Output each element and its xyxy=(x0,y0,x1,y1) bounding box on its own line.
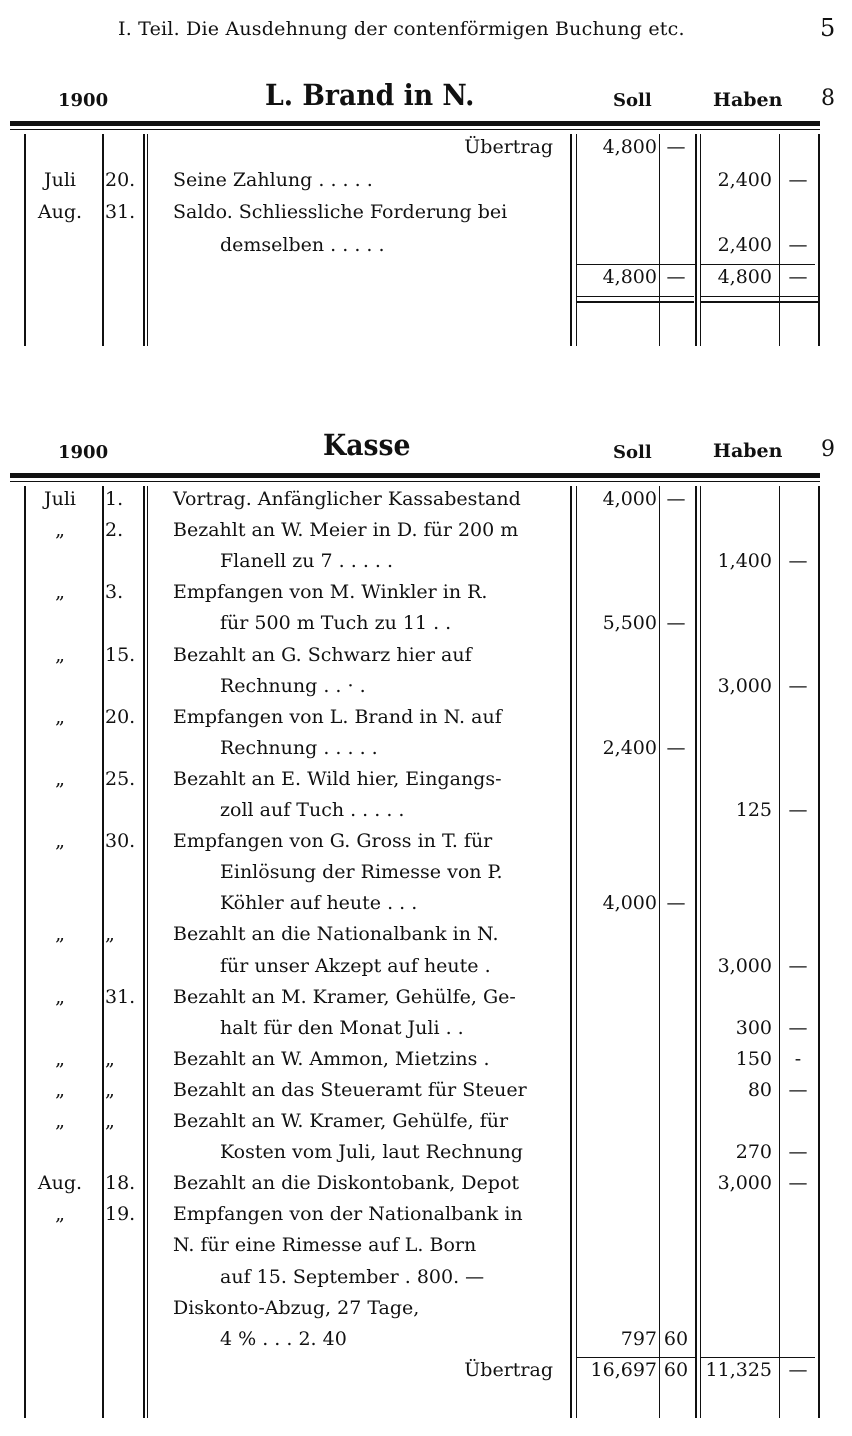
row-description: Bezahlt an G. Schwarz hier auf xyxy=(173,643,472,666)
row-haben-cents: — xyxy=(788,233,808,256)
row-haben-amount: 2,400 xyxy=(717,233,772,256)
row-day: 20. xyxy=(105,705,136,728)
soll-heading: Soll xyxy=(613,442,652,463)
table-row xyxy=(0,888,852,920)
account-year: 1900 xyxy=(58,442,109,463)
row-soll-amount: 4,000 xyxy=(602,488,657,510)
row-haben-cents: — xyxy=(788,266,808,288)
account-header xyxy=(0,78,852,118)
table-row xyxy=(0,1168,852,1200)
account-title: L. Brand in N. xyxy=(265,78,475,112)
row-haben-cents: — xyxy=(788,1078,808,1101)
row-soll-cents: — xyxy=(666,612,686,635)
row-haben-amount: 3,000 xyxy=(717,674,772,697)
table-row xyxy=(0,1106,852,1138)
row-description: Bezahlt an das Steueramt für Steuer xyxy=(173,1078,527,1101)
row-month: „ xyxy=(55,923,65,946)
row-description: Bezahlt an die Nationalbank in N. xyxy=(173,923,499,946)
row-haben-amount: 4,800 xyxy=(717,266,772,288)
row-description: auf 15. September . 800. — xyxy=(220,1265,485,1288)
row-soll-amount: 4,000 xyxy=(602,892,657,915)
row-haben-amount: 2,400 xyxy=(717,168,772,191)
row-day: 1. xyxy=(105,488,124,510)
account-number: 8 xyxy=(821,86,835,111)
account-header xyxy=(0,428,852,468)
row-soll-amount: 16,697 xyxy=(590,1358,657,1381)
row-haben-cents: — xyxy=(788,1172,808,1195)
row-description: 4 % . . . 2. 40 xyxy=(220,1327,347,1350)
table-row xyxy=(0,795,852,827)
row-soll-amount: 797 xyxy=(620,1327,657,1350)
sum-rule xyxy=(700,1357,815,1358)
row-day: 30. xyxy=(105,830,136,853)
table-row xyxy=(0,197,852,229)
row-haben-cents: — xyxy=(788,674,808,697)
table-row xyxy=(0,1075,852,1107)
row-description: Empfangen von G. Gross in T. für xyxy=(173,830,493,853)
table-row xyxy=(0,951,852,983)
row-haben-cents: — xyxy=(788,1358,808,1381)
row-soll-amount: 4,800 xyxy=(602,266,657,288)
row-haben-amount: 1,400 xyxy=(717,550,772,573)
row-description: für 500 m Tuch zu 11 . . xyxy=(220,612,452,635)
row-month: Juli xyxy=(43,488,76,510)
row-day: „ xyxy=(105,923,115,946)
table-row xyxy=(0,1044,852,1076)
row-description: Köhler auf heute . . . xyxy=(220,892,418,915)
row-month: „ xyxy=(55,1110,65,1132)
row-soll-cents: — xyxy=(666,488,686,510)
row-soll-cents: 60 xyxy=(663,1327,689,1350)
row-description: Diskonto-Abzug, 27 Tage, xyxy=(173,1296,420,1319)
row-description: N. für eine Rimesse auf L. Born xyxy=(173,1234,477,1257)
table-row xyxy=(0,515,852,547)
table-row xyxy=(0,1230,852,1262)
row-day: „ xyxy=(105,1110,115,1132)
row-month: „ xyxy=(55,581,65,604)
row-haben-cents: — xyxy=(788,1016,808,1039)
table-row xyxy=(0,1293,852,1325)
row-description: Einlösung der Rimesse von P. xyxy=(220,861,503,884)
table-row xyxy=(0,577,852,609)
row-description: Bezahlt an W. Meier in D. für 200 m xyxy=(173,519,519,542)
row-haben-amount: 270 xyxy=(735,1141,772,1164)
row-haben-cents: — xyxy=(788,954,808,977)
table-row xyxy=(0,919,852,951)
table-row xyxy=(0,826,852,858)
closing-double-rule xyxy=(700,296,818,303)
table-row xyxy=(0,733,852,765)
row-haben-amount: 80 xyxy=(747,1078,772,1101)
sum-rule xyxy=(576,264,695,265)
row-description: Flanell zu 7 . . . . . xyxy=(220,550,394,573)
row-haben-amount: 3,000 xyxy=(717,954,772,977)
row-soll-amount: 5,500 xyxy=(602,612,657,635)
row-soll-cents: — xyxy=(666,136,686,158)
row-month: Juli xyxy=(43,168,76,191)
table-row xyxy=(0,546,852,578)
row-description: Kosten vom Juli, laut Rechnung xyxy=(220,1141,523,1164)
ledger-account-kasse xyxy=(0,428,852,1428)
table-row xyxy=(0,1199,852,1231)
closing-double-rule xyxy=(576,296,694,303)
table-row xyxy=(0,640,852,672)
table-row xyxy=(0,1262,852,1294)
row-month: Aug. xyxy=(37,201,83,223)
row-description: Übertrag xyxy=(464,136,553,158)
account-title: Kasse xyxy=(323,428,411,462)
row-description: für unser Akzept auf heute . xyxy=(220,954,491,977)
row-haben-cents: — xyxy=(788,168,808,191)
row-month: „ xyxy=(55,767,65,790)
row-day: 18. xyxy=(105,1172,136,1195)
row-day: 15. xyxy=(105,643,136,666)
sum-rule xyxy=(576,1357,695,1358)
haben-heading: Haben xyxy=(713,89,783,111)
table-row xyxy=(0,608,852,640)
row-haben-cents: - xyxy=(794,1047,802,1070)
table-row xyxy=(0,132,852,164)
table-row xyxy=(0,1324,852,1356)
row-description: Rechnung . . . . . xyxy=(220,736,378,759)
row-description: Saldo. Schliessliche Forderung bei xyxy=(173,201,508,223)
table-row xyxy=(0,1137,852,1169)
table-row xyxy=(0,230,852,262)
row-soll-amount: 2,400 xyxy=(602,736,657,759)
table-row xyxy=(0,702,852,734)
row-description: Seine Zahlung . . . . . xyxy=(173,168,373,191)
row-description: zoll auf Tuch . . . . . xyxy=(220,799,405,821)
total-row xyxy=(0,1355,852,1387)
row-day: 31. xyxy=(105,201,136,223)
row-month: „ xyxy=(55,705,65,728)
row-month: „ xyxy=(55,519,65,542)
header-subrule xyxy=(10,129,820,130)
row-description: Bezahlt an W. Kramer, Gehülfe, für xyxy=(173,1110,509,1132)
row-description: demselben . . . . . xyxy=(220,233,385,256)
row-day: 2. xyxy=(105,519,124,542)
ledger-account-brand xyxy=(0,78,852,368)
row-month: „ xyxy=(55,1047,65,1070)
row-description: Rechnung . . · . xyxy=(220,674,366,697)
row-haben-cents: — xyxy=(788,550,808,573)
row-month: „ xyxy=(55,985,65,1008)
row-day: „ xyxy=(105,1047,115,1070)
soll-heading: Soll xyxy=(613,90,652,111)
account-number: 9 xyxy=(821,437,835,462)
table-row xyxy=(0,1013,852,1045)
row-description: Empfangen von M. Winkler in R. xyxy=(173,581,488,604)
row-description: halt für den Monat Juli . . xyxy=(220,1016,464,1039)
row-description: Bezahlt an die Diskontobank, Depot xyxy=(173,1172,520,1195)
row-haben-amount: 11,325 xyxy=(705,1358,772,1381)
row-haben-cents: — xyxy=(788,1141,808,1164)
total-row xyxy=(0,262,852,294)
row-soll-cents: — xyxy=(666,892,686,915)
sum-rule xyxy=(700,264,815,265)
row-soll-amount: 4,800 xyxy=(602,136,657,158)
row-day: 31. xyxy=(105,985,136,1008)
table-row xyxy=(0,671,852,703)
row-day: 19. xyxy=(105,1203,136,1226)
row-haben-amount: 125 xyxy=(735,799,772,821)
row-month: „ xyxy=(55,1203,65,1226)
row-soll-cents: 60 xyxy=(663,1358,689,1381)
account-year: 1900 xyxy=(58,90,109,111)
row-description: Empfangen von der Nationalbank in xyxy=(173,1203,523,1226)
row-soll-cents: — xyxy=(666,736,686,759)
row-month: „ xyxy=(55,1078,65,1101)
row-haben-amount: 3,000 xyxy=(717,1172,772,1195)
row-haben-amount: 300 xyxy=(735,1016,772,1039)
header-subrule xyxy=(10,481,820,482)
table-row xyxy=(0,982,852,1014)
table-row xyxy=(0,165,852,197)
row-day: „ xyxy=(105,1078,115,1101)
row-month: „ xyxy=(55,643,65,666)
running-head xyxy=(0,8,852,42)
row-day: 25. xyxy=(105,767,136,790)
page-number: 5 xyxy=(820,14,836,42)
table-row xyxy=(0,764,852,796)
running-head-title: I. Teil. Die Ausdehnung der contenförmigen Buchung etc. xyxy=(118,18,685,40)
row-description: Empfangen von L. Brand in N. auf xyxy=(173,705,502,728)
table-row xyxy=(0,484,852,516)
row-day: 3. xyxy=(105,581,124,604)
row-haben-amount: 150 xyxy=(735,1047,772,1070)
row-description: Bezahlt an E. Wild hier, Eingangs- xyxy=(173,767,502,790)
row-day: 20. xyxy=(105,168,136,191)
row-description: Bezahlt an W. Ammon, Mietzins . xyxy=(173,1047,490,1070)
row-description: Bezahlt an M. Kramer, Gehülfe, Ge- xyxy=(173,985,516,1008)
row-description: Übertrag xyxy=(464,1358,553,1381)
header-rule xyxy=(10,121,820,126)
haben-heading: Haben xyxy=(713,440,783,462)
row-haben-cents: — xyxy=(788,799,808,821)
table-row xyxy=(0,857,852,889)
header-rule xyxy=(10,473,820,478)
row-description: Vortrag. Anfänglicher Kassabestand xyxy=(173,488,521,510)
row-soll-cents: — xyxy=(666,266,686,288)
row-month: Aug. xyxy=(37,1172,83,1195)
row-month: „ xyxy=(55,830,65,853)
